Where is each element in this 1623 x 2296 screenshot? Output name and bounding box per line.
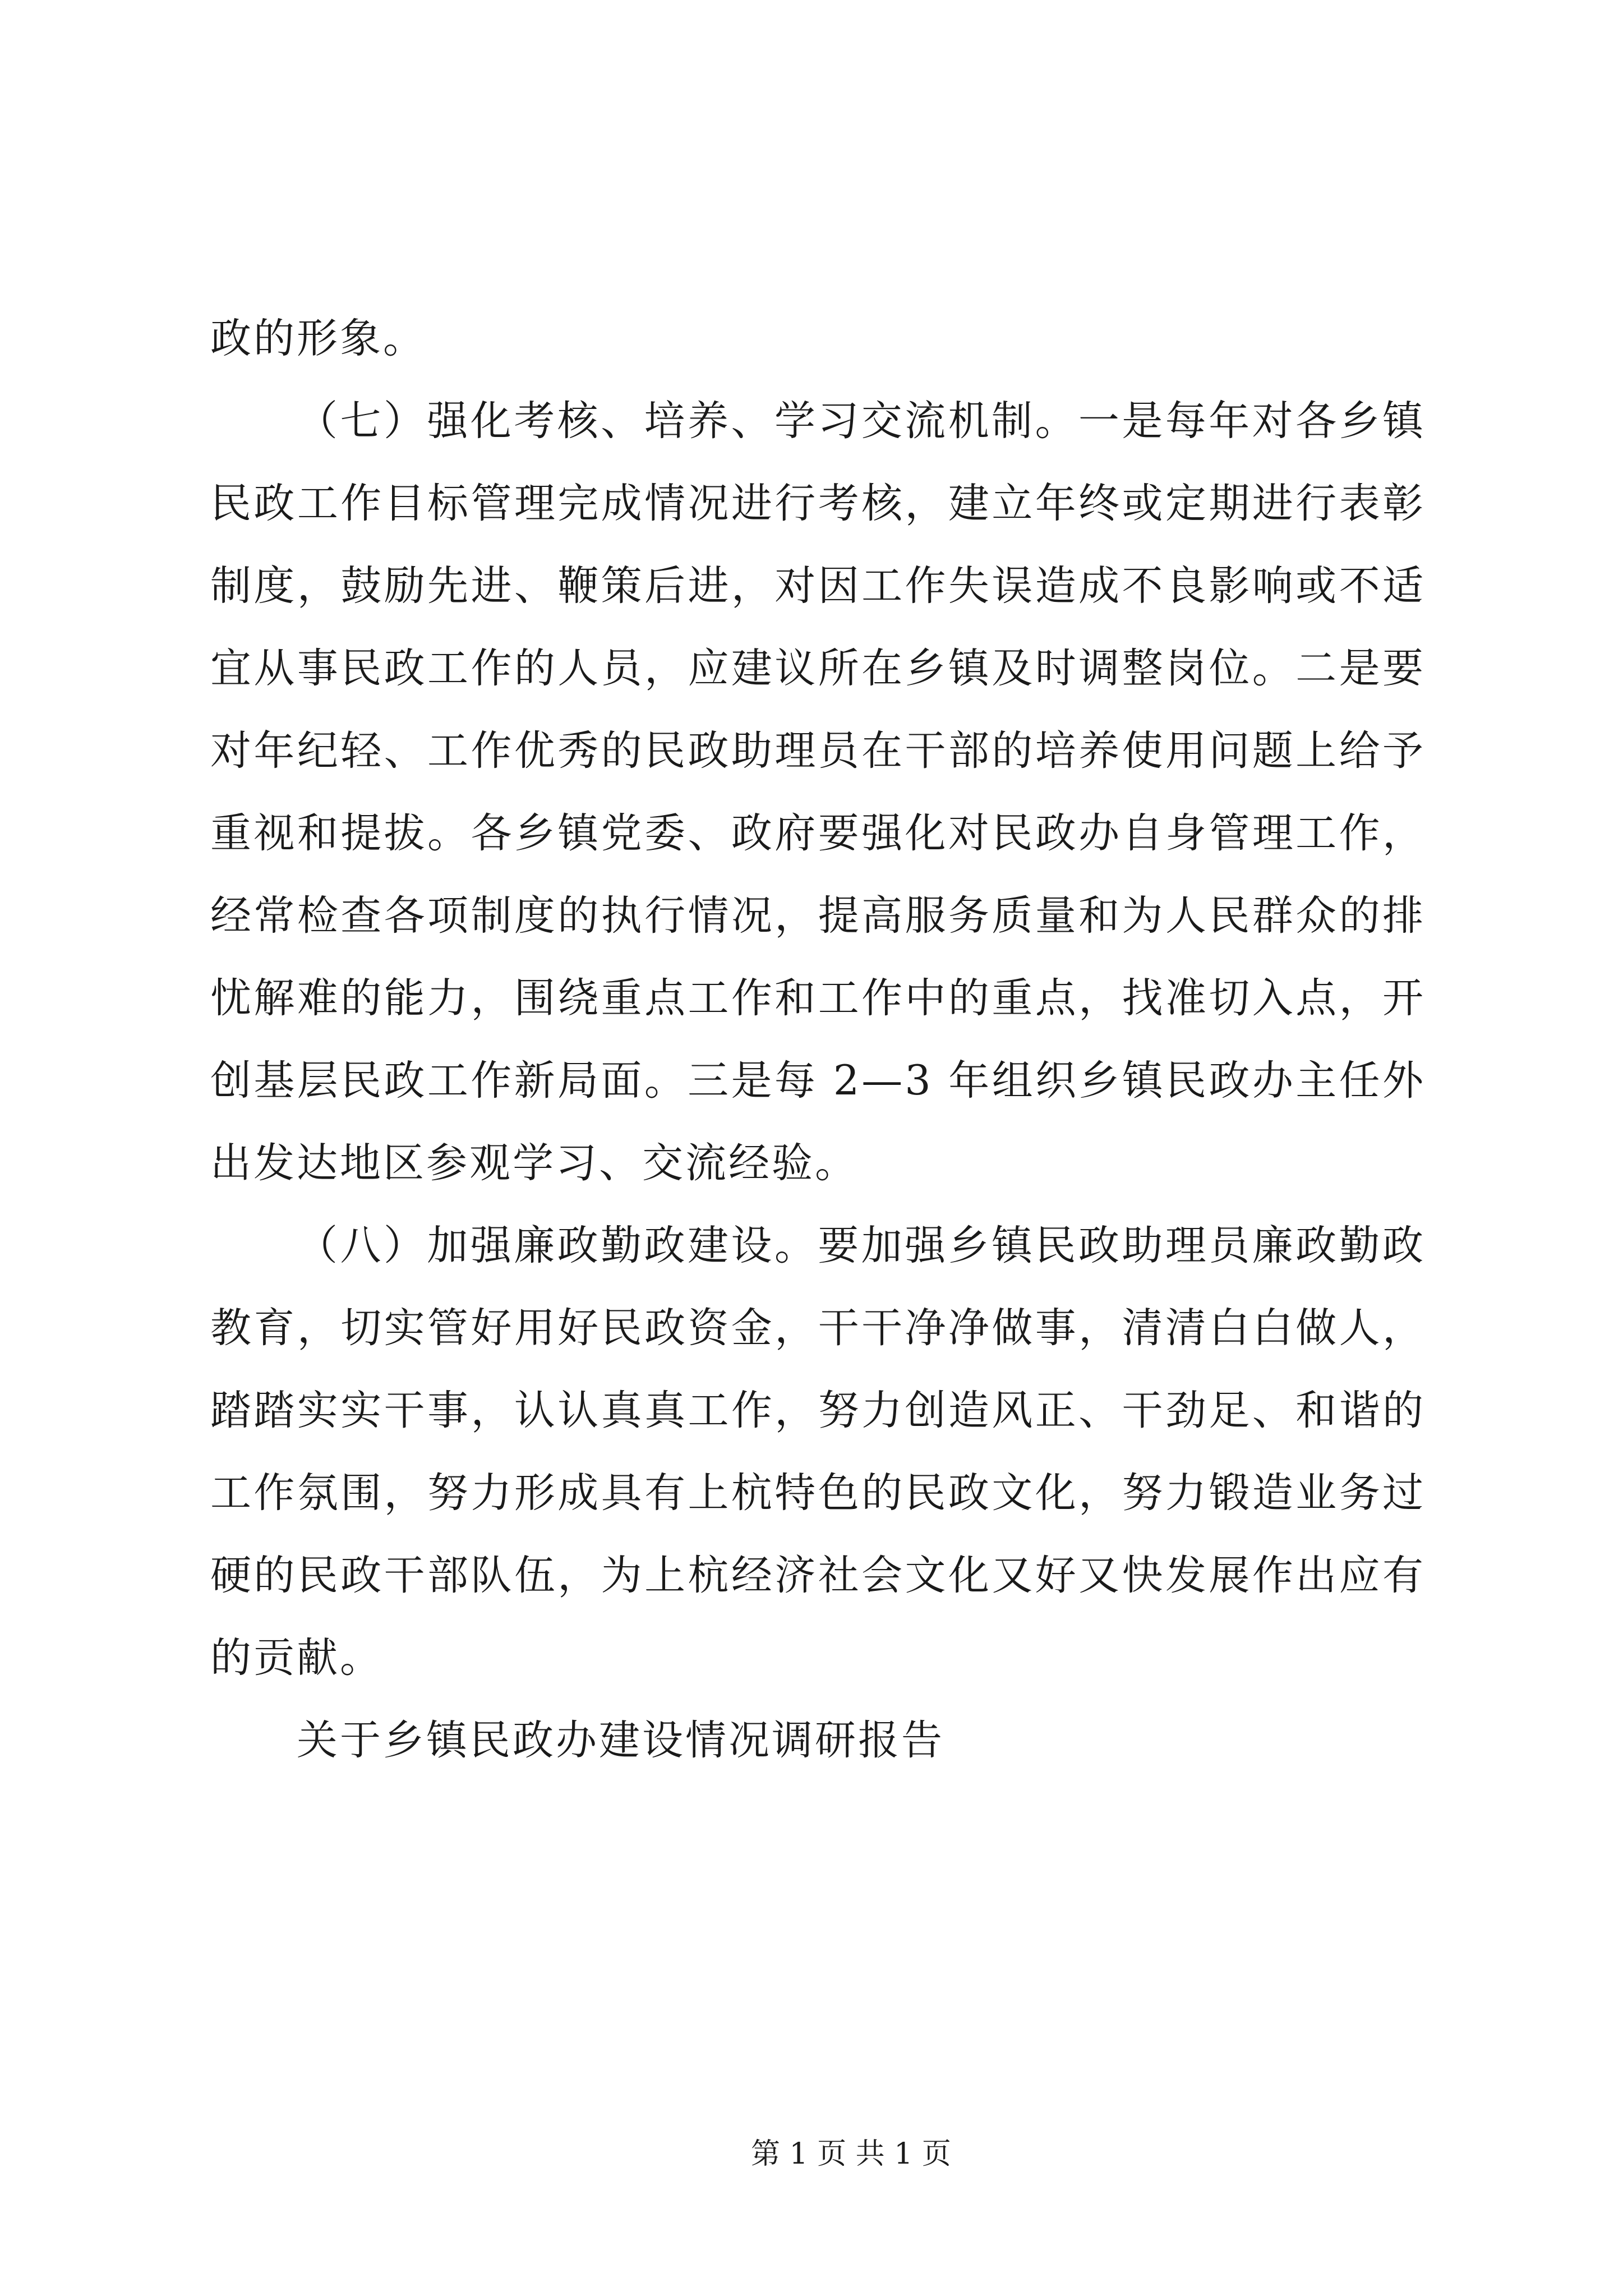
text-line: 工作氛围，努力形成具有上杭特色的民政文化，努力锻造业务过	[210, 1469, 1426, 1517]
paragraph-report-title	[210, 1699, 1426, 1782]
text-line: 对年纪轻、工作优秀的民政助理员在干部的培养使用问题上给予	[210, 727, 1426, 775]
text-line: 硬的民政干部队伍，为上杭经济社会文化又好又快发展作出应有	[210, 1552, 1426, 1599]
text-line: 制度，鼓励先进、鞭策后进，对因工作失误造成不良影响或不适	[210, 562, 1426, 610]
text-line: 的贡献。	[210, 1634, 383, 1682]
text-line: 踏踏实实干事，认认真真工作，努力创造风正、干劲足、和谐的	[210, 1387, 1426, 1434]
text-line: 政的形象。	[210, 315, 426, 362]
text-line: 民政工作目标管理完成情况进行考核，建立年终或定期进行表彰	[210, 480, 1426, 527]
text-line: 教育，切实管好用好民政资金，干干净净做事，清清白白做人，	[210, 1304, 1426, 1352]
text-line: （七）强化考核、培养、学习交流机制。一是每年对各乡镇	[297, 397, 1426, 445]
text-line: 出发达地区参观学习、交流经验。	[210, 1139, 858, 1187]
paragraph-section-8	[210, 1204, 1426, 1699]
text-line: 宜从事民政工作的人员，应建议所在乡镇及时调整岗位。二是要	[210, 645, 1426, 692]
text-line: （八）加强廉政勤政建设。要加强乡镇民政助理员廉政勤政	[297, 1222, 1426, 1269]
paragraph-section-7	[210, 380, 1426, 1204]
text-line: 创基层民政工作新局面。三是每 2—3 年组织乡镇民政办主任外	[210, 1057, 1426, 1105]
text-line: 经常检查各项制度的执行情况，提高服务质量和为人民群众的排	[210, 892, 1426, 940]
text-line: 忧解难的能力，围绕重点工作和工作中的重点，找准切入点，开	[210, 974, 1426, 1022]
page-footer: 第 1 页 共 1 页	[751, 2137, 951, 2171]
report-title: 关于乡镇民政办建设情况调研报告	[297, 1717, 944, 1764]
text-line: 重视和提拔。各乡镇党委、政府要强化对民政办自身管理工作，	[210, 809, 1426, 857]
document-body	[210, 297, 1426, 1782]
paragraph-continuation	[210, 297, 1426, 380]
